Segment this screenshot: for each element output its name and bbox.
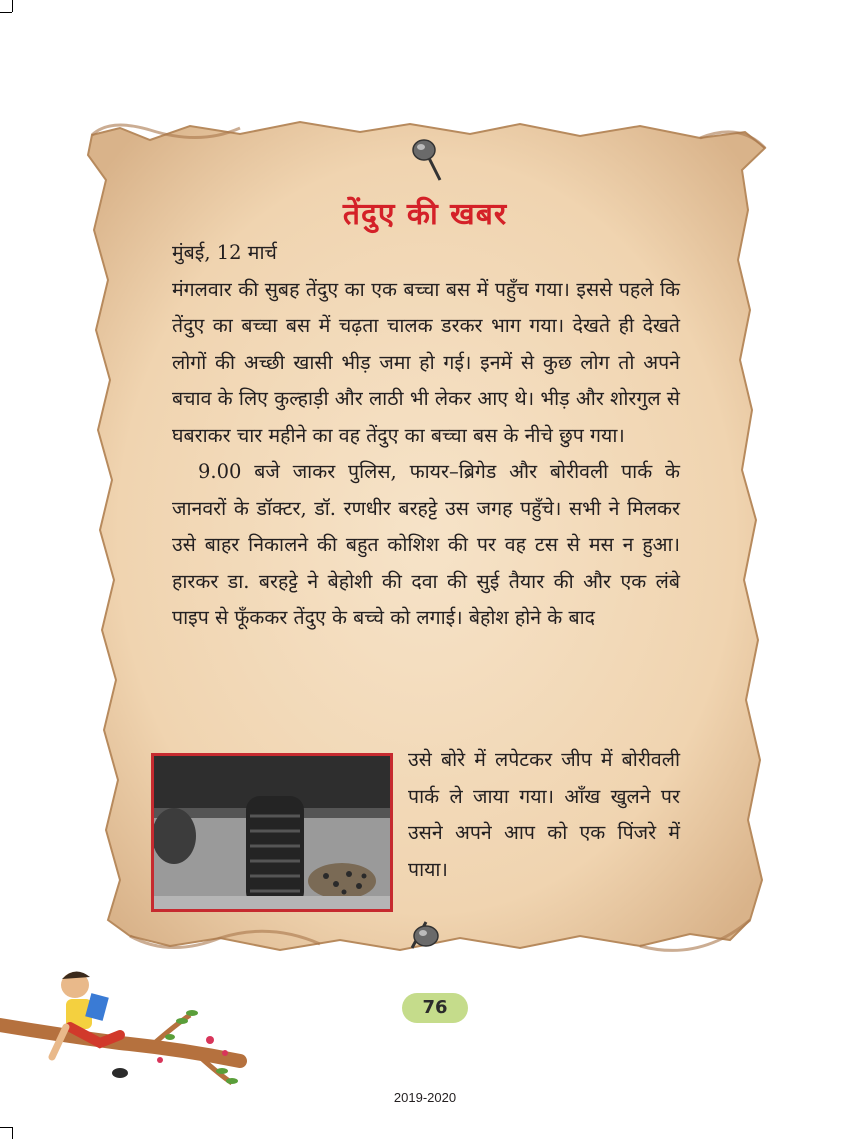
dateline: मुंबई, 12 मार्च: [172, 241, 277, 264]
article-title: तेंदुए की खबर: [342, 197, 508, 232]
footer-year: 2019-2020: [393, 1090, 457, 1105]
paragraph-2-wrap-text: उसे बोरे में लपेटकर जीप में बोरीवली पार्क ले जाया गया। आँख खुलने पर उसने अपने आप को एक पिंजरे में पाया।: [408, 748, 680, 881]
paragraph-1: मंगलवार की सुबह तेंदुए का एक बच्चा बस में पहुँच गया। इससे पहले कि तेंदुए का बच्चा बस में चढ़ता चालक डरकर भाग गया। देखते ही देखते लोगों की अच्छी खासी भीड़ जमा हो गई। इनमें से कुछ लोग तो अपने बचाव के लिए कुल्हाड़ी और लाठी भी लेकर आए थे। भीड़ और शोरगुल से घबराकर चार महीने का वह तेंदुए का बच्चा बस के नीचे छुप गया।: [172, 277, 680, 447]
article-body: [172, 235, 680, 637]
paragraph-2-continued: [408, 742, 680, 888]
page-number: 76: [402, 993, 468, 1023]
kid-reading-on-branch-illustration: [0, 965, 260, 1085]
leopard-photo: [151, 753, 393, 912]
leopard-photo-image: [154, 756, 390, 909]
paragraph-2: 9.00 बजे जाकर पुलिस, फायर–ब्रिगेड और बोरीवली पार्क के जानवरों के डॉक्टर, डॉ. रणधीर बरहट्टे उस जगह पहुँचे। सभी ने मिलकर उसे बाहर निकालने की बहुत कोशिश की पर वह टस से मस न हुआ। हारकर डा. बरहट्टे ने बेहोशी की दवा की सुई तैयार की और एक लंबे पाइप से फूँककर तेंदुए के बच्चे को लगाई। बेहोश होने के बाद: [172, 460, 680, 629]
